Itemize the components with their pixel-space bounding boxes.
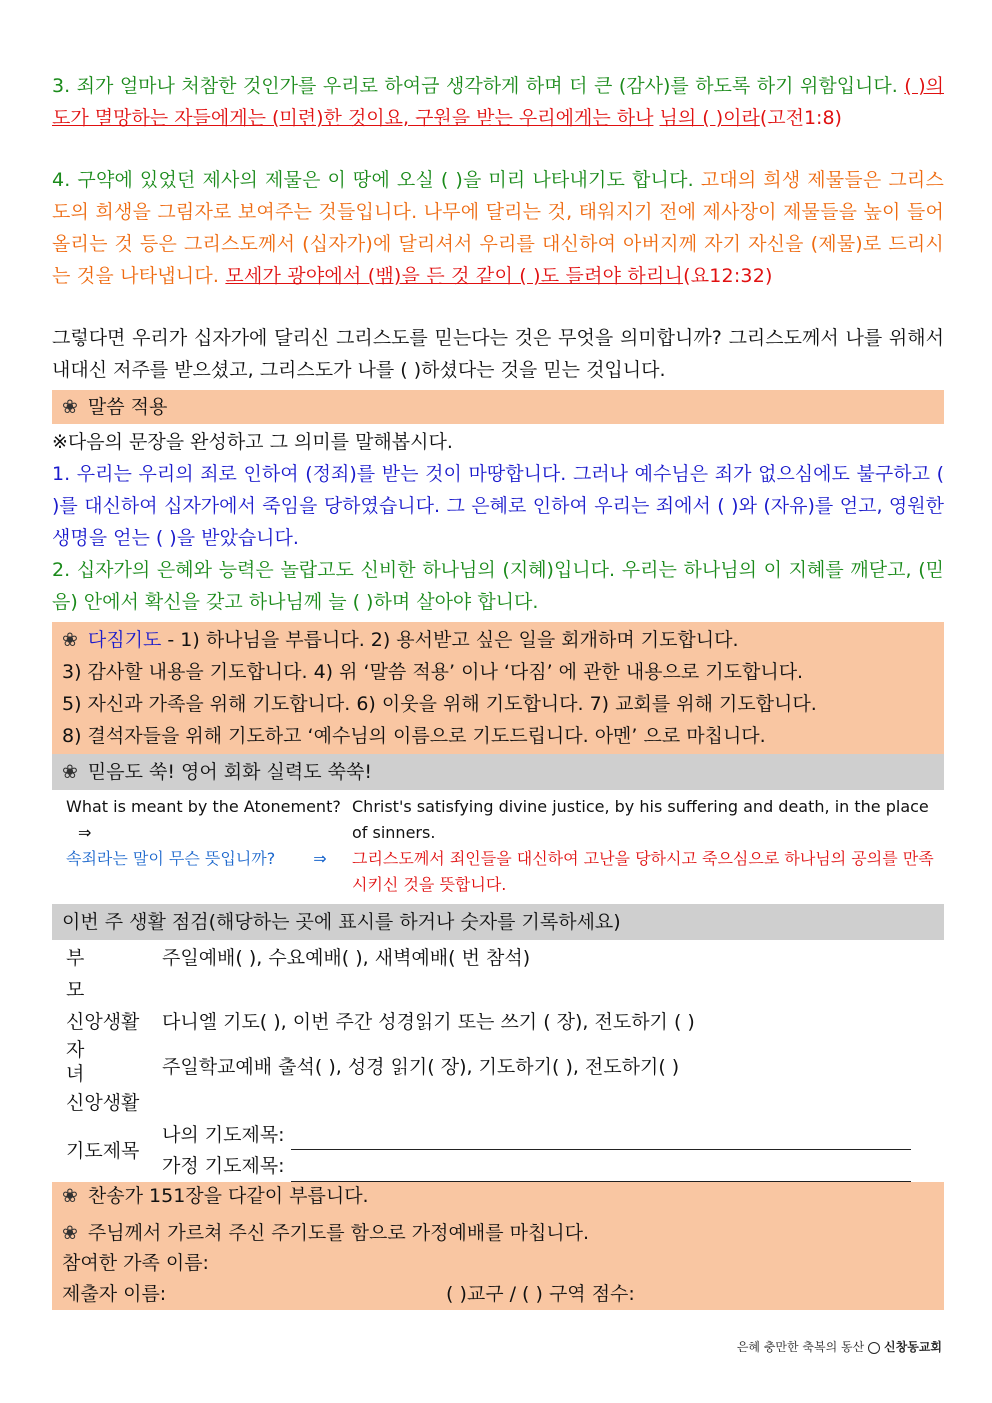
prayer-line-4: 8) 결석자들을 위해 기도하고 ‘예수님의 이름으로 기도드립니다. 아멘’ 으로 마칩니다. [62,725,766,747]
section-3-line2b: ( )의 도가 멸망하는 자들에게는 (미련)한 것이요, 구원을 받는 우리에게는 하나 [52,75,944,129]
family-prayer-line[interactable] [291,1161,911,1182]
parents-label: 부 모 [66,947,103,1001]
my-prayer-row: 나의 기도제목: [162,1120,944,1150]
faith-values: 다니엘 기도( ), 이번 주간 성경읽기 또는 쓰기 ( 장), 전도하기 ( ) [162,1011,695,1033]
child-values: 주일학교예배 출석( ), 성경 읽기( 장), 기도하기( ), 전도하기( ) [162,1056,680,1078]
apply-item-1: 1. 우리는 우리의 죄로 인하여 (정죄)를 받는 것이 마땅합니다. 그러나 예수님은 죄가 없으심에도 불구하고 ( )를 대신하여 십자가에서 죽임을 당하였습니다. 그 은혜로 인하여 우리는 죄에서 ( )와 (자유)를 얻고, 영원한 생명을 얻는 ( )을 받았습니다. [52,463,944,549]
section-3-line3: 님의 ( )이라 [659,107,760,129]
english-question: What is meant by the Atonement?⇒ [52,794,352,846]
korean-question: 속죄라는 말이 무슨 뜻입니까? ⇒ [52,846,352,898]
english-qa [52,790,944,904]
closing-box [52,1182,944,1310]
section-4 [52,164,944,292]
lords-prayer-line: ❀ 주님께서 가르쳐 주신 주기도를 함으로 가정예배를 마칩니다. [62,1218,934,1248]
worship-sheet [52,70,944,1310]
korean-answer: 그리스도께서 죄인들을 대신하여 고난을 당하시고 죽으심으로 하나님의 공의를 만족시키신 것을 뜻합니다. [352,849,934,894]
arrow-icon: ⇒ [313,849,327,868]
prayer-title: 다짐기도 [87,629,162,651]
church-name: 신창동교회 [884,1340,942,1354]
submitter-line: 제출자 이름: ( )교구 / ( ) 구역 점수: [62,1278,934,1310]
prayer-line-2: 3) 감사할 내용을 기도합니다. 4) 위 ‘말씀 적용’ 이나 ‘다짐’ 에 관한 내용으로 기도합니다. [62,661,804,683]
life-check-table [52,940,944,1182]
prayer-line-1 [62,624,934,656]
english-title: 믿음도 쑥! 영어 회화 실력도 쑥쑥! [87,761,372,783]
flower-icon: ❀ [62,761,78,783]
summary-paragraph: 그렇다면 우리가 십자가에 달리신 그리스도를 믿는다는 것은 무엇을 의미합니까? 그리스도께서 나를 위해서 내대신 저주를 받으셨고, 그리스도가 나를 ( )하셨다는 것을 믿는 것입니다. [52,327,944,381]
section-3 [52,70,944,134]
flower-icon: ❀ [62,1222,78,1244]
my-prayer-line[interactable] [291,1129,911,1150]
prayer-topics [162,1120,944,1182]
apply-intro: ※다음의 문장을 완성하고 그 의미를 말해봅시다. [52,431,453,453]
apply-title: 말씀 적용 [87,396,168,418]
footer [737,1338,942,1355]
section-4-part1: 4. 구약에 있었던 제사의 제물은 이 땅에 오실 ( )을 미리 나타내기도 합니다. [52,169,701,191]
faith-label: 신앙생활 [66,1011,140,1033]
footer-slogan: 은혜 충만한 축복의 동산 [736,1340,869,1354]
family-names-line: 참여한 가족 이름: [62,1252,209,1274]
section-4-part2: 고대의 희생 제물들은 그리스도의 희생을 그림자로 보여주는 것들입니다. 나무에 달리는 것, 태워지기 전에 제사장이 제물들을 높이 들어 올리는 것 등은 그리스도께서 (십자가)에 달리셔서 우리를 대신하여 아버지께 자기 자신을 (제물)로 드리시는 것을 나타냅니다. [52,169,944,287]
english-header [52,754,944,790]
child-label: 자 녀 신앙생활 [66,1039,140,1114]
flower-icon: ❀ [62,396,78,418]
flower-icon: ❀ [62,629,78,651]
apply-header [52,390,944,424]
prayer-topics-label: 기도제목 [66,1140,140,1162]
district-field: ( )교구 / ( ) 구역 점수: [446,1283,635,1305]
section-3-line2a: 위함입니다. [799,75,905,97]
flower-icon: ❀ [62,1185,78,1207]
section-4-part3: 모세가 광야에서 (뱀)을 든 것 같이 ( )도 들려야 하리니 [225,265,684,287]
prayer-line-1-text: - 1) 하나님을 부릅니다. 2) 용서받고 싶은 일을 회개하며 기도합니다. [161,629,739,651]
parents-values: 주일예배( ), 수요예배( ), 새벽예배( 번 참석) [162,947,531,969]
family-prayer-row: 가정 기도제목: [162,1150,944,1182]
prayer-box [52,622,944,754]
section-4-ref: (요12:32) [683,265,773,287]
section-3-ref: (고전1:8) [759,107,842,129]
hymn-line: ❀ 찬송가 151장을 다같이 부릅니다. [62,1182,934,1210]
apply-item-2: 2. 십자가의 은혜와 능력은 놀랍고도 신비한 하나님의 (지혜)입니다. 우리는 하나님의 이 지혜를 깨닫고, (믿음) 안에서 확신을 갖고 하나님께 늘 ( )하며 살아야 합니다. [52,559,944,613]
english-answer: Christ's satisfying divine justice, by his suffering and death, in the place of sinners. [352,797,929,842]
prayer-line-3: 5) 자신과 가족을 위해 기도합니다. 6) 이웃을 위해 기도합니다. 7) 교회를 위해 기도합니다. [62,693,817,715]
church-logo-icon [868,1342,880,1354]
arrow-icon: ⇒ [78,823,92,842]
section-3-line1: 3. 죄가 얼마나 처참한 것인가를 우리로 하여금 생각하게 하며 더 큰 (감사)를 하도록 하기 [52,75,794,97]
life-check-header: 이번 주 생활 점검(해당하는 곳에 표시를 하거나 숫자를 기록하세요) [52,904,944,940]
